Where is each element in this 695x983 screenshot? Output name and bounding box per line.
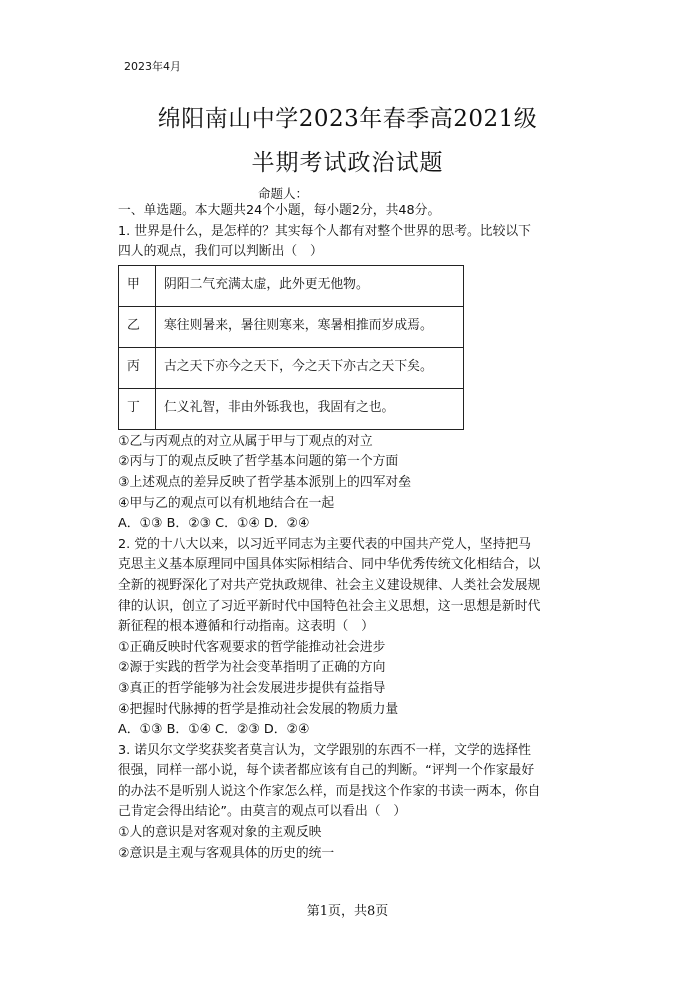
option-statement: ②源于实践的哲学为社会变革指明了正确的方向 [118,660,386,676]
option-statement: ②丙与丁的观点反映了哲学基本问题的第一个方面 [118,454,399,470]
question-stem-line: 克思主义基本原理同中国具体实际相结合、同中华优秀传统文化相结合，以 [118,557,541,573]
table-cell-key: 甲 [119,265,156,306]
viewpoint-table [118,265,464,430]
table-row [119,347,464,388]
question-1 [118,222,584,535]
option-statement: ②意识是主观与客观具体的历史的统一 [118,845,335,861]
answer-choices: A．①③ B．②③ C．①④ D．②④ [118,516,310,532]
question-stem-line: 新征程的根本遵循和行动指南。这表明（ ） [118,619,374,635]
table-row [119,388,464,429]
question-stem-line: 的办法不是听别人说这个作家怎么样，而是找这个作家的书读一两本，你自 [118,783,541,799]
table-cell-text: 阴阳二气充满太虚，此外更无他物。 [156,265,464,306]
question-stem-line: 四人的观点，我们可以判断出（ ） [118,244,323,260]
question-stem-line: 3. 诺贝尔文学奖获奖者莫言认为，文学跟别的东西不一样，文学的选择性 [118,742,531,758]
question-stem-line: 1. 世界是什么，是怎样的？其实每个人都有对整个世界的思考。比较以下 [118,223,531,239]
option-statement: ④甲与乙的观点可以有机地结合在一起 [118,495,335,511]
page-number: 第1页，共8页 [306,904,389,919]
option-statement: ①正确反映时代客观要求的哲学能推动社会进步 [118,639,386,655]
table-cell-text: 古之天下亦今之天下，今之天下亦古之天下矣。 [156,347,464,388]
option-statement: ③真正的哲学能够为社会发展进步提供有益指导 [118,680,386,696]
page-subtitle: 半期考试政治试题 [251,150,444,176]
question-2 [118,535,584,741]
table-cell-key: 丁 [119,388,156,429]
question-stem-line: 很强，同样一部小说，每个读者都应该有自己的判断。“评判一个作家最好 [118,763,535,779]
option-statement: ①人的意识是对客观对象的主观反映 [118,825,322,841]
question-stem-line: 己肯定会得出结论”。由莫言的观点可以看出（ ） [118,804,407,820]
option-statement: ④把握时代脉搏的哲学是推动社会发展的物质力量 [118,701,399,717]
author-label: 命题人： [258,186,309,201]
table-cell-text: 寒往则暑来，暑往则寒来，寒暑相推而岁成焉。 [156,306,464,347]
table-cell-key: 乙 [119,306,156,347]
question-stem-line: 2. 党的十八大以来，以习近平同志为主要代表的中国共产党人，坚持把马 [118,536,531,552]
table-row [119,265,464,306]
table-cell-key: 丙 [119,347,156,388]
section-heading: 一、单选题。本大题共24个小题，每小题2分，共48分。 [118,203,441,218]
page-title: 绵阳南山中学2023年春季高2021级 [157,106,538,132]
exam-content [118,201,584,864]
option-statement: ①乙与丙观点的对立从属于甲与丁观点的对立 [118,433,373,449]
answer-choices: A．①③ B．①④ C．②③ D．②④ [118,722,310,738]
question-3 [118,741,584,865]
table-cell-text: 仁义礼智，非由外铄我也，我固有之也。 [156,388,464,429]
option-statement: ③上述观点的差异反映了哲学基本派别上的四军对垒 [118,474,412,490]
question-stem-line: 全新的视野深化了对共产党执政规律、社会主义建设规律、人类社会发展规 [118,577,541,593]
exam-date: 2023年4月 [124,60,181,73]
table-row [119,306,464,347]
question-stem-line: 律的认识，创立了习近平新时代中国特色社会主义思想，这一思想是新时代 [118,598,541,614]
